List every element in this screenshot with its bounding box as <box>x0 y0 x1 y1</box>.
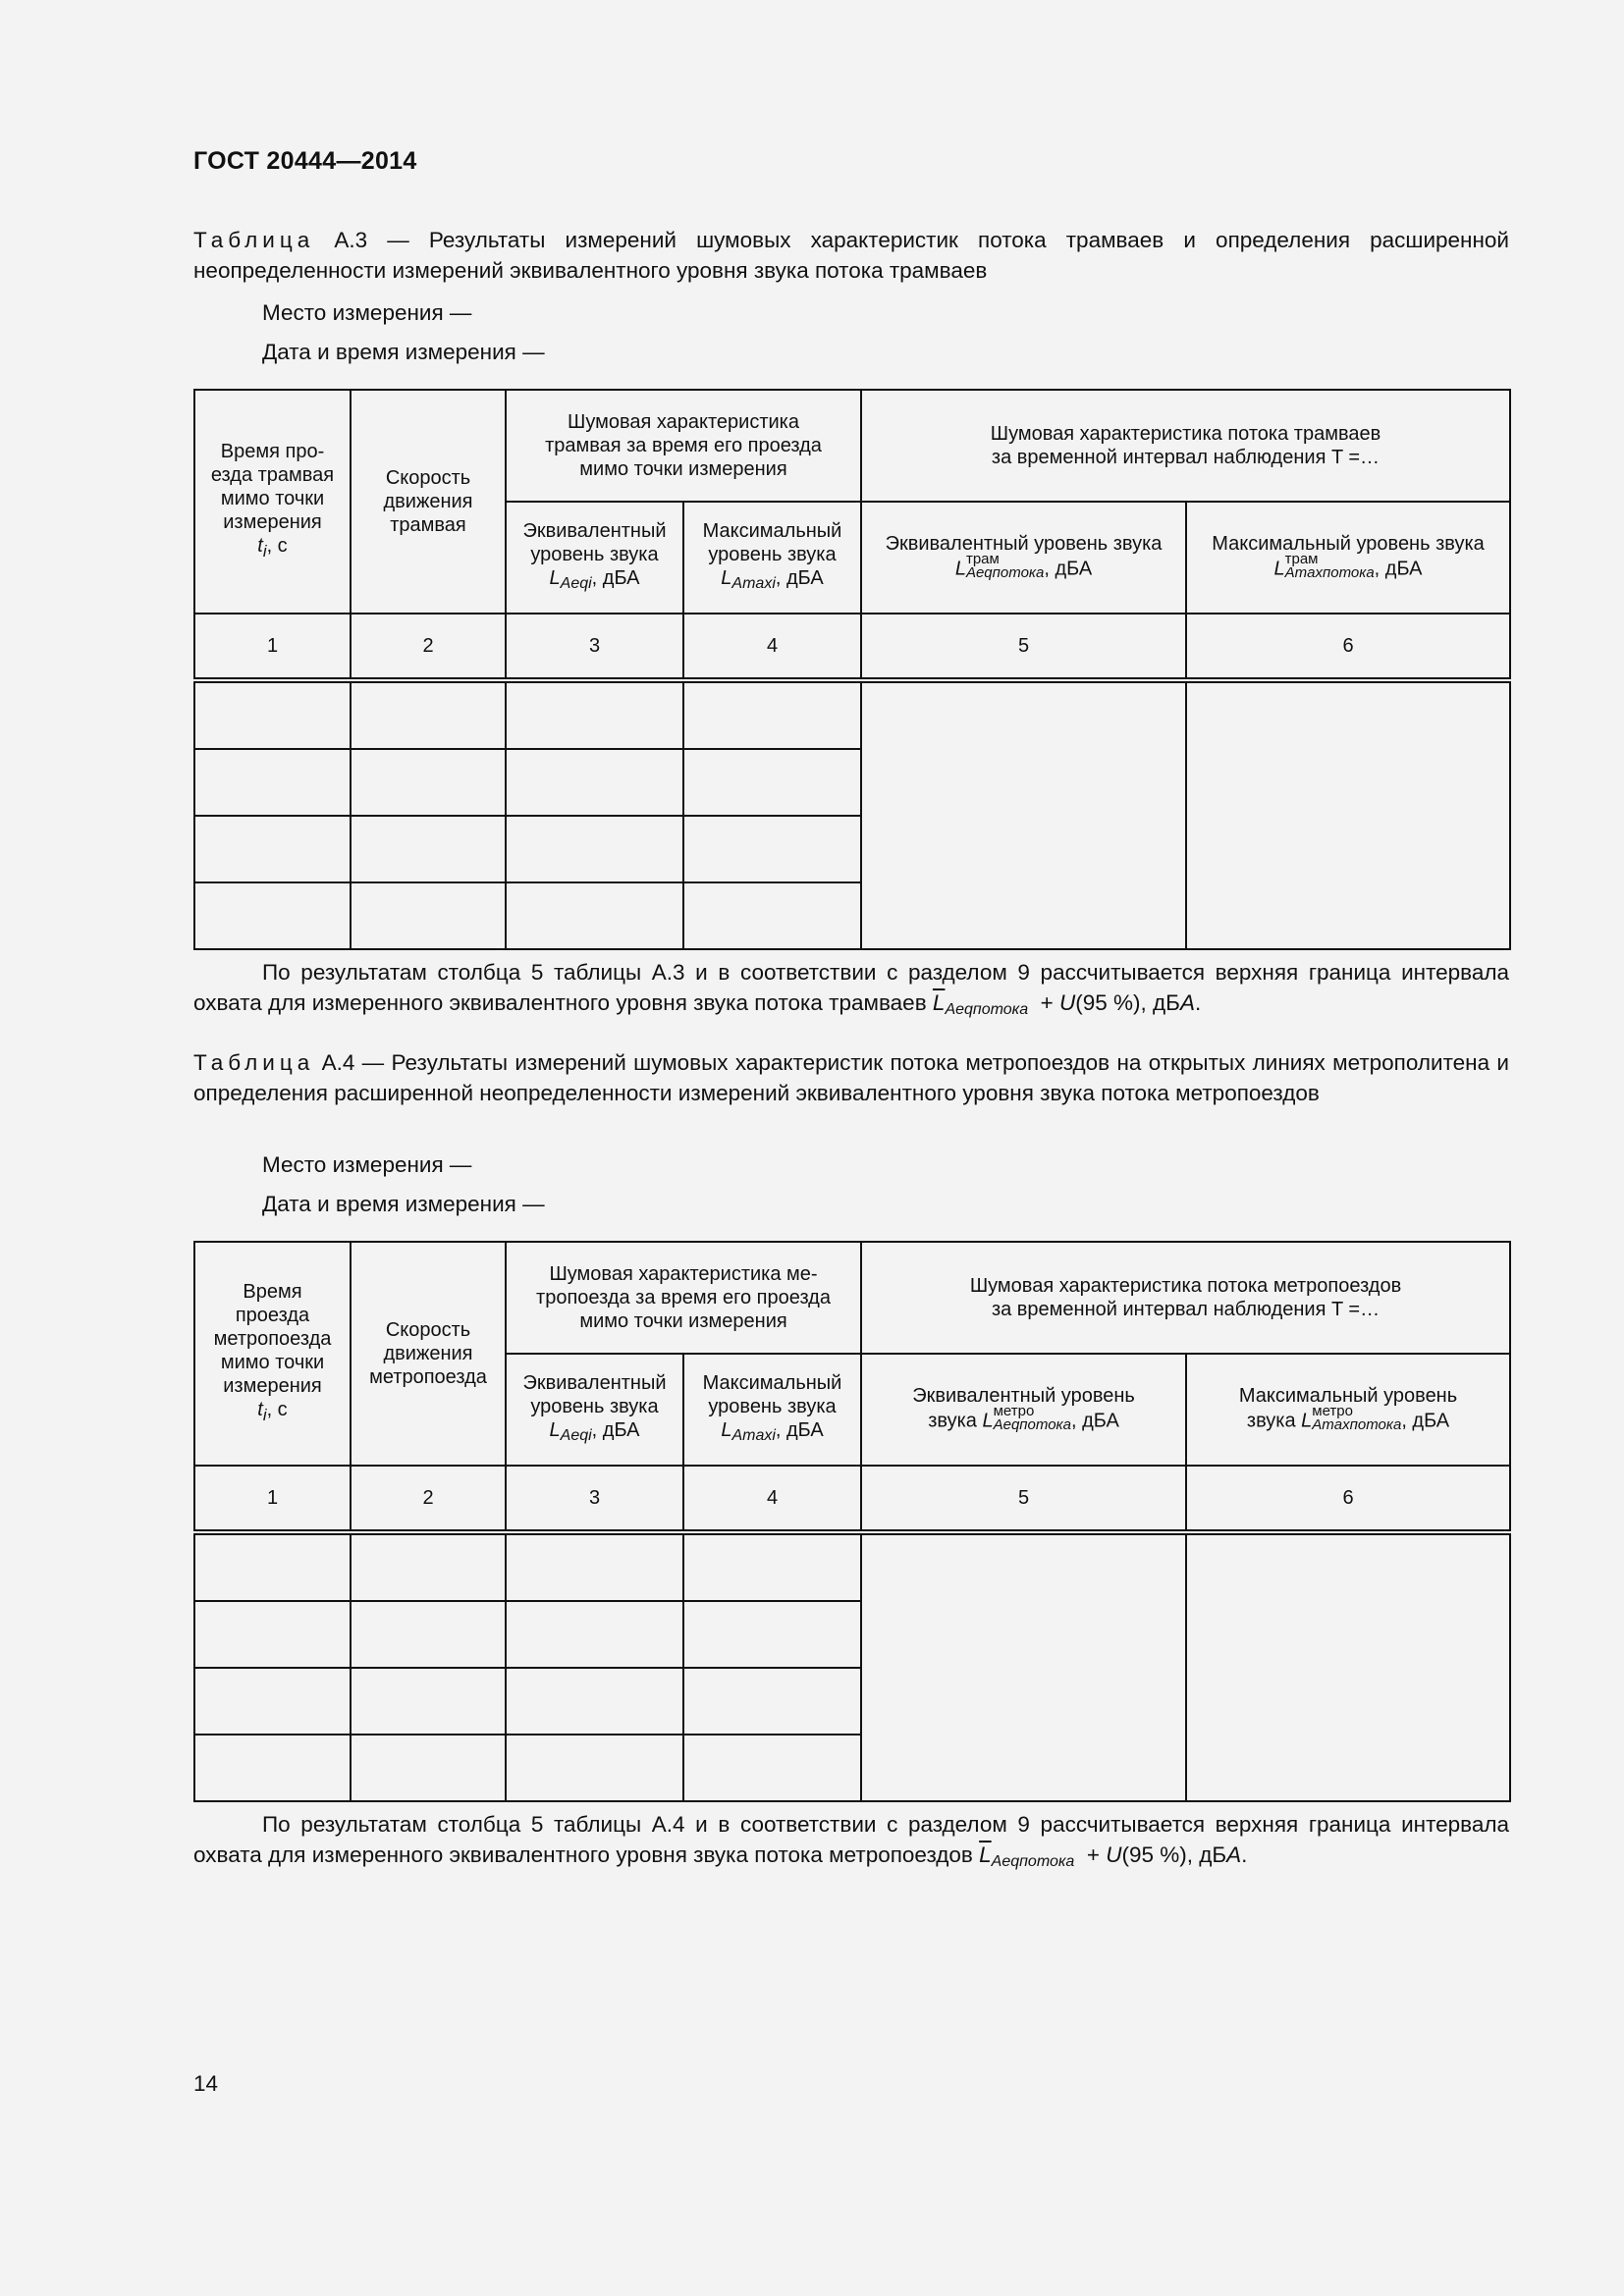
header-max-level <box>683 502 861 614</box>
place-label: Место измерения — <box>262 300 472 325</box>
caption-text: А.4 — Результаты измерений шумовых характеристик потока метропоездов на открытых линиях метрополитена и определения расширенной неопределенности измерений эквивалентного уровня звука потока метропоездов <box>193 1050 1509 1105</box>
table-row <box>194 680 1510 749</box>
header-speed <box>351 390 506 614</box>
header-text: Время про- езда трамвая мимо точки измерения <box>210 441 335 533</box>
header-text: Скорость движения трамвая <box>383 467 473 536</box>
table-cell <box>506 1601 683 1668</box>
header-travel-time <box>194 1242 351 1466</box>
formula-sub: Aeqпотока <box>991 1853 1075 1870</box>
header-eq-level <box>506 502 683 614</box>
table-cell <box>683 1735 861 1801</box>
symbol: L <box>954 558 966 580</box>
column-number: 2 <box>351 614 506 680</box>
formula-tail: (95 %), дБ <box>1075 990 1180 1015</box>
formula-u: U <box>1059 990 1076 1015</box>
header-text: Шумовая характеристика потока трамваев за временной интервал наблюдения T =… <box>990 423 1381 468</box>
datetime-label: Дата и время измерения — <box>262 340 545 364</box>
header-group-flow <box>861 1242 1510 1354</box>
table-cell <box>683 680 861 749</box>
column-number: 6 <box>1186 1466 1510 1532</box>
table-cell <box>351 816 506 882</box>
page-number: 14 <box>193 2071 219 2096</box>
symbol-sub: Amaxi <box>731 575 776 592</box>
header-group-vehicle <box>506 1242 861 1354</box>
table-cell <box>351 1601 506 1668</box>
header-group-flow <box>861 390 1510 502</box>
table-cell <box>506 1735 683 1801</box>
symbol: L <box>1301 1410 1313 1432</box>
table-cell <box>194 1601 351 1668</box>
table-cell <box>506 1532 683 1601</box>
table-cell <box>194 882 351 949</box>
header-speed <box>351 1242 506 1466</box>
formula-symbol: $\overline{L}$ <box>932 990 946 1015</box>
symbol-sub: i <box>262 1406 267 1424</box>
table-cell <box>506 882 683 949</box>
formula-a: А <box>1179 990 1195 1015</box>
table-cell <box>351 882 506 949</box>
table-cell <box>506 749 683 816</box>
table-cell <box>861 1532 1186 1801</box>
table-cell <box>351 1735 506 1801</box>
formula-end: . <box>1194 990 1202 1015</box>
column-number: 4 <box>683 614 861 680</box>
header-text: Скорость движения метропоезда <box>369 1319 487 1388</box>
header-group-vehicle <box>506 390 861 502</box>
formula-sub: Aeqпотока <box>945 1001 1029 1018</box>
table-cell <box>683 1668 861 1735</box>
table-a4 <box>193 1241 1511 1802</box>
header-text: Шумовая характеристика трамвая за время его проезда мимо точки измерения <box>545 411 822 480</box>
unit: , дБА <box>591 1419 640 1441</box>
header-text: Эквивалентный уровень звука <box>885 533 1163 555</box>
column-number: 3 <box>506 614 683 680</box>
column-number: 5 <box>861 1466 1186 1532</box>
column-number: 4 <box>683 1466 861 1532</box>
unit: , дБА <box>1070 1410 1119 1432</box>
table-cell <box>351 1532 506 1601</box>
datetime-label: Дата и время измерения — <box>262 1192 545 1216</box>
header-flow-max-level <box>1186 502 1510 614</box>
symbol: L <box>721 567 732 589</box>
symbol-sub: Amaxпотока <box>1312 1416 1402 1433</box>
symbol: L <box>982 1410 994 1432</box>
formula-end: . <box>1241 1842 1248 1867</box>
document-code: ГОСТ 20444—2014 <box>193 147 417 175</box>
column-numbers-row <box>194 1466 1510 1532</box>
symbol-sub: Aeqпотока <box>965 564 1045 581</box>
unit: , с <box>266 535 288 557</box>
column-numbers-row <box>194 614 1510 680</box>
table-cell <box>861 680 1186 949</box>
unit: , дБА <box>1401 1410 1450 1432</box>
formula-plus: + <box>1074 1842 1107 1867</box>
table-cell <box>1186 680 1510 949</box>
column-number: 1 <box>194 614 351 680</box>
table-a4-conclusion <box>193 1809 1509 1877</box>
table-cell <box>506 816 683 882</box>
symbol-sub: i <box>262 542 267 561</box>
symbol-sub: Amaxпотока <box>1284 564 1375 581</box>
table-a3 <box>193 389 1511 950</box>
formula-symbol: $\overline{L}$ <box>979 1842 992 1867</box>
header-text: Шумовая характеристика потока метропоездов за временной интервал наблюдения T =… <box>969 1275 1402 1320</box>
header-text: Эквивалентный уровень звука <box>522 1372 667 1417</box>
header-text: Эквивалентный уровень <box>912 1385 1135 1407</box>
formula-tail: (95 %), дБ <box>1121 1842 1227 1867</box>
symbol-sup: метро <box>1312 1403 1353 1419</box>
symbol: t <box>257 1399 263 1420</box>
unit: , дБА <box>775 1419 824 1441</box>
header-max-level <box>683 1354 861 1466</box>
symbol: L <box>549 567 561 589</box>
header-text: Шумовая характеристика ме- тропоезда за время его проезда мимо точки измерения <box>536 1263 831 1332</box>
unit: , дБА <box>775 567 824 589</box>
unit: , дБА <box>1374 558 1423 580</box>
header-flow-max-level <box>1186 1354 1510 1466</box>
table-a4-caption <box>193 1047 1509 1108</box>
symbol: t <box>257 535 263 557</box>
header-text: Максимальный уровень звука <box>702 520 842 565</box>
symbol: L <box>1273 558 1285 580</box>
table-cell <box>351 1668 506 1735</box>
table-cell <box>683 1532 861 1601</box>
paragraph-text: По результатам столбца 5 таблицы А.4 и в соответствии с разделом 9 рассчитывается верхняя граница интервала охвата для измеренного эквивалентного уровня звука потока метропоездов <box>193 1812 1509 1867</box>
table-cell <box>194 680 351 749</box>
header-flow-eq-level <box>861 502 1186 614</box>
header-text: Максимальный уровень <box>1238 1385 1458 1407</box>
caption-label: Таблица <box>193 228 315 252</box>
table-cell <box>683 749 861 816</box>
table-cell <box>683 882 861 949</box>
symbol: L <box>549 1419 561 1441</box>
symbol-sub: Aeqпотока <box>993 1416 1071 1433</box>
symbol-sub: Aeqi <box>560 575 592 592</box>
table-cell <box>1186 1532 1510 1801</box>
table-cell <box>683 816 861 882</box>
column-number: 1 <box>194 1466 351 1532</box>
header-text: Эквивалентный уровень звука <box>522 520 667 565</box>
symbol-sup: трам <box>1284 551 1319 567</box>
paragraph-text: По результатам столбца 5 таблицы А.3 и в соответствии с разделом 9 рассчитывается верхняя граница интервала охвата для измеренного эквивалентного уровня звука потока трамваев <box>193 960 1509 1015</box>
symbol: L <box>721 1419 732 1441</box>
table-cell <box>194 1735 351 1801</box>
unit: , дБА <box>1044 558 1093 580</box>
header-text-pre: звука <box>1246 1410 1302 1432</box>
table-a3-conclusion <box>193 957 1509 1025</box>
table-cell <box>506 680 683 749</box>
header-text-pre: звука <box>928 1410 983 1432</box>
header-flow-eq-level <box>861 1354 1186 1466</box>
table-cell <box>194 1668 351 1735</box>
table-cell <box>506 1668 683 1735</box>
table-a3-caption <box>193 225 1509 286</box>
caption-label: Таблица <box>193 1050 315 1075</box>
table-cell <box>194 816 351 882</box>
column-number: 5 <box>861 614 1186 680</box>
symbol-sub: Amaxi <box>731 1427 776 1444</box>
unit: , с <box>266 1399 288 1420</box>
header-travel-time <box>194 390 351 614</box>
table-cell <box>194 1532 351 1601</box>
table-cell <box>351 680 506 749</box>
table-cell <box>194 749 351 816</box>
column-number: 2 <box>351 1466 506 1532</box>
header-text: Максимальный уровень звука <box>1212 533 1485 555</box>
header-text: Время проезда метропоезда мимо точки измерения <box>213 1281 332 1397</box>
table-cell <box>351 749 506 816</box>
place-label: Место измерения — <box>262 1152 472 1177</box>
symbol-sup: трам <box>965 551 1000 567</box>
column-number: 3 <box>506 1466 683 1532</box>
header-eq-level <box>506 1354 683 1466</box>
caption-text: А.3 — Результаты измерений шумовых характеристик потока трамваев и определения расширенной неопределенности измерений эквивалентного уровня звука потока трамваев <box>193 228 1509 283</box>
header-text: Максимальный уровень звука <box>702 1372 842 1417</box>
unit: , дБА <box>591 567 640 589</box>
formula-a: А <box>1226 1842 1242 1867</box>
formula-u: U <box>1106 1842 1122 1867</box>
column-number: 6 <box>1186 614 1510 680</box>
symbol-sup: метро <box>993 1403 1035 1419</box>
table-cell <box>683 1601 861 1668</box>
table-row <box>194 1532 1510 1601</box>
symbol-sub: Aeqi <box>560 1427 592 1444</box>
formula-plus: + <box>1028 990 1060 1015</box>
